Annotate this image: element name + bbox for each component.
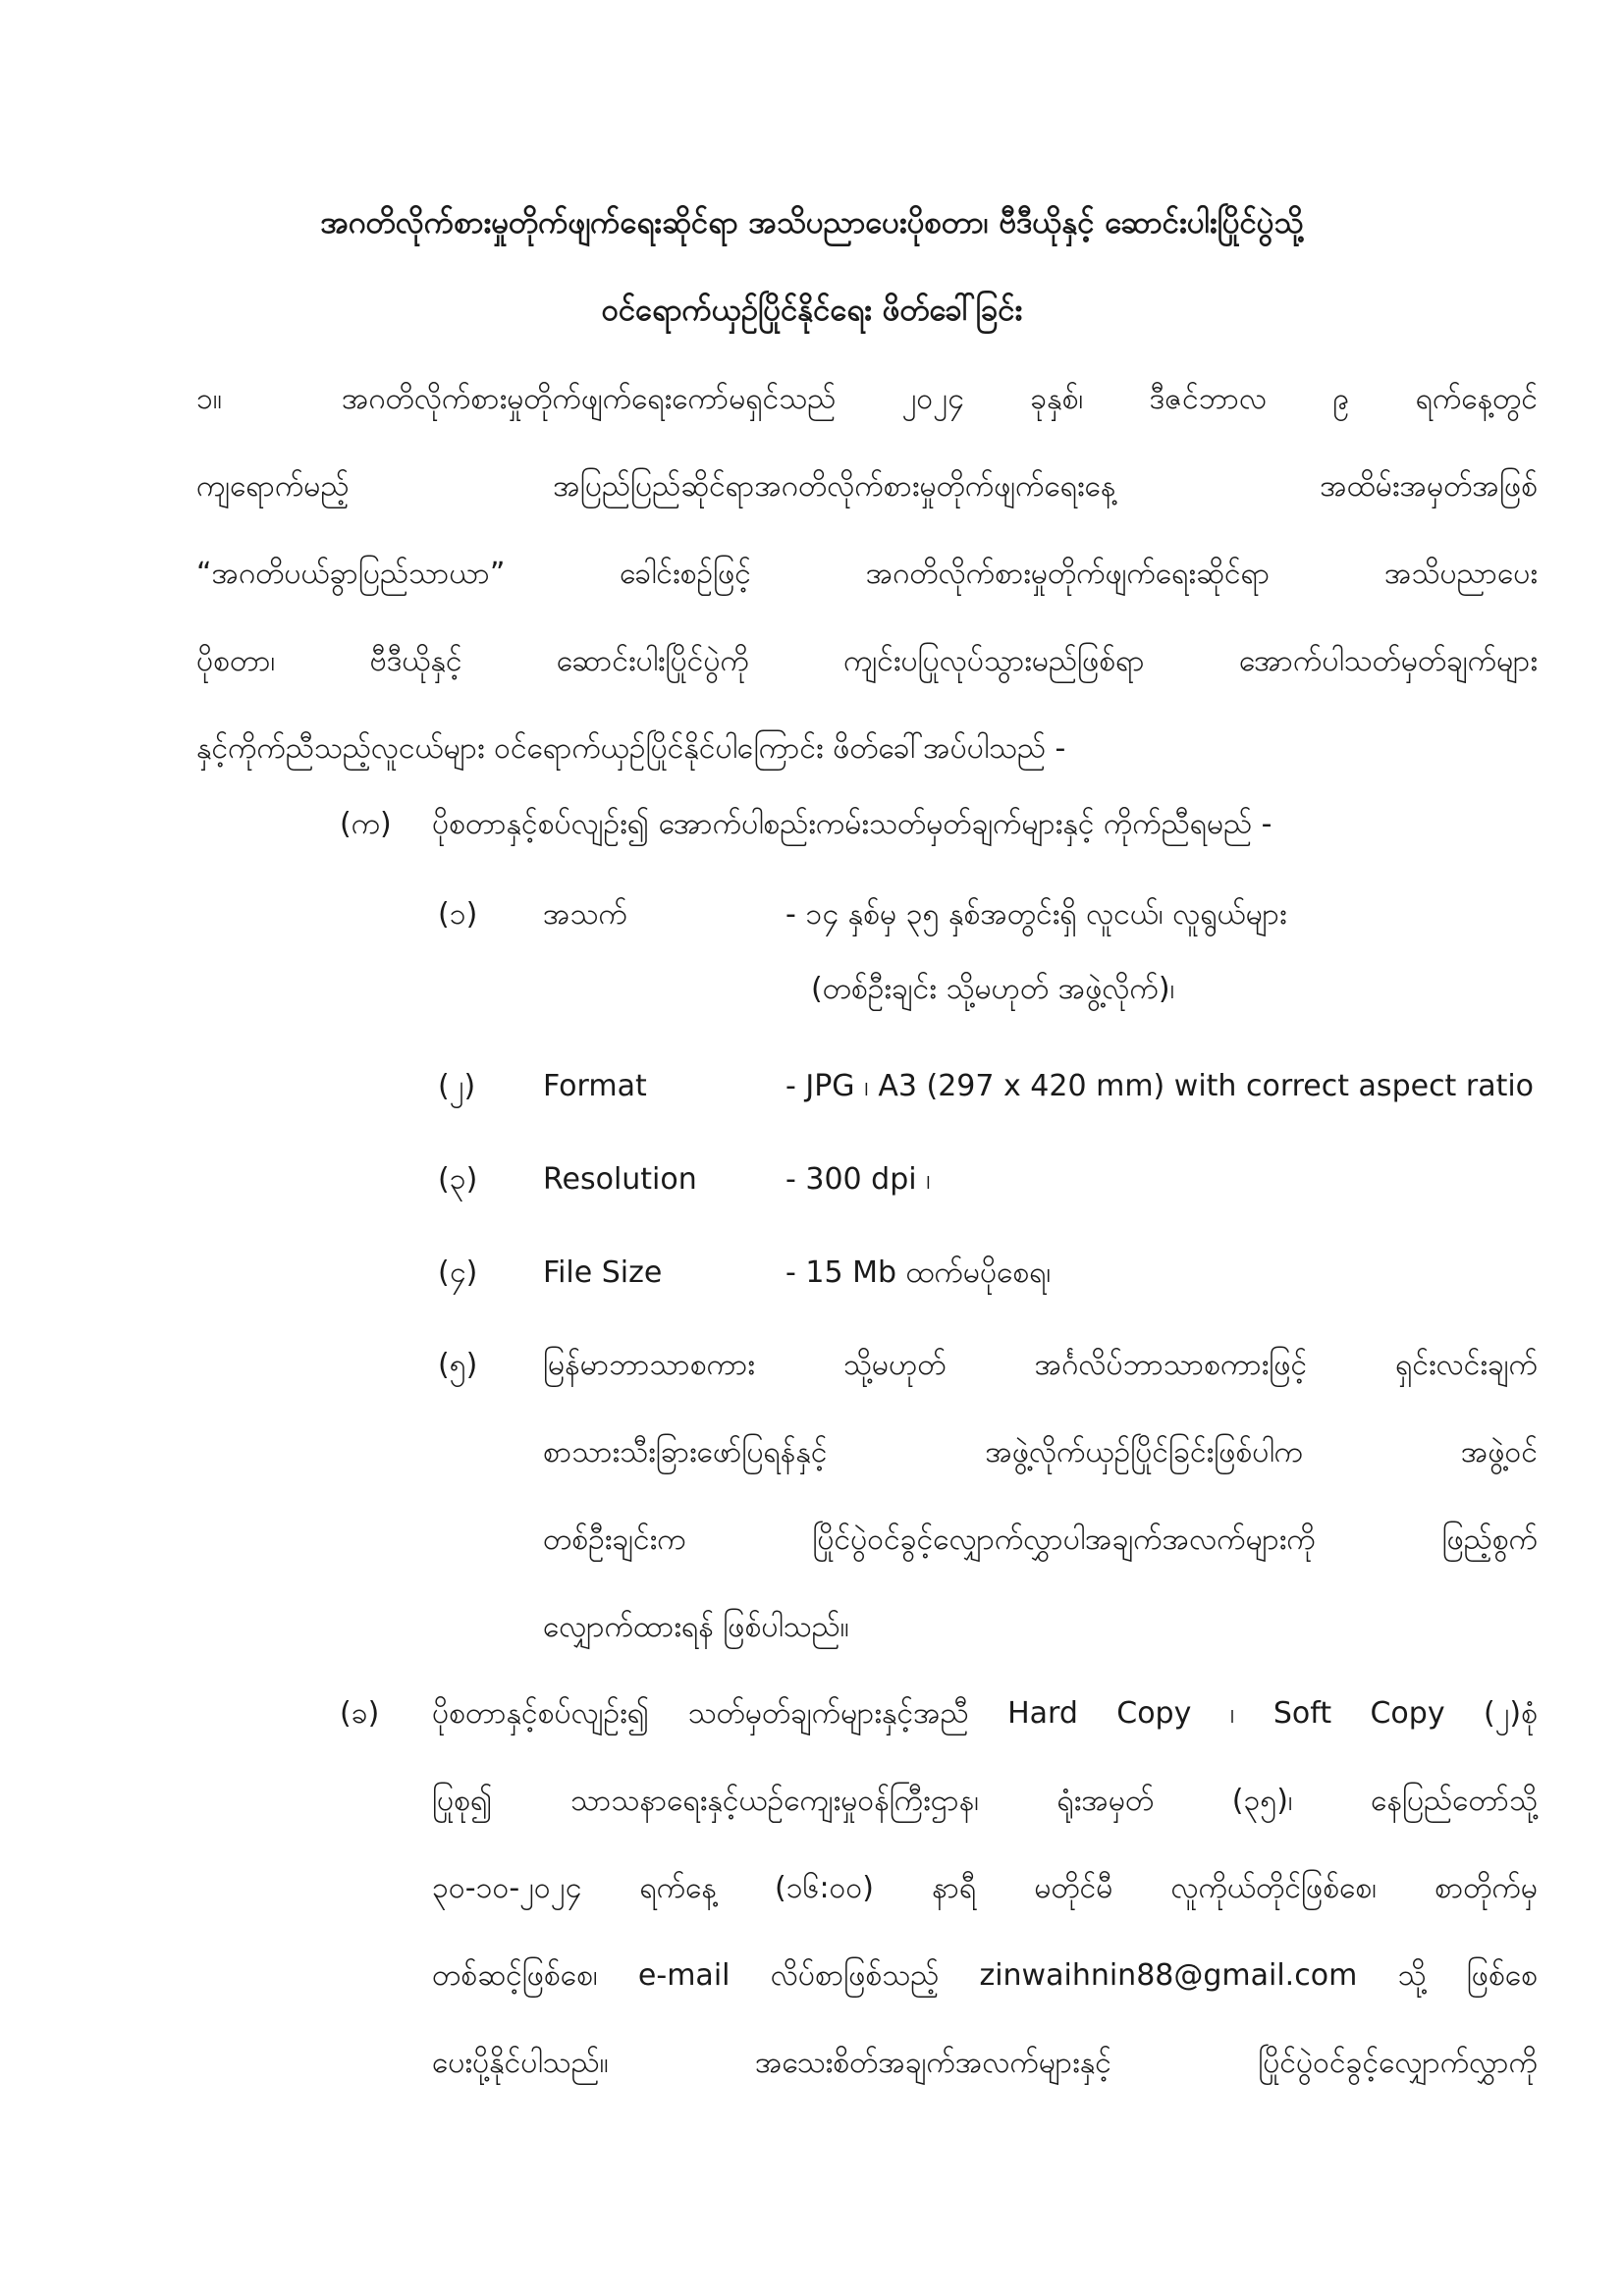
intro-line-4: ပိုစတာ၊ ဗီဒီယိုနှင့် ဆောင်းပါးပြိုင်ပွဲကို ကျင်းပပြုလုပ်သွားမည်ဖြစ်ရာ အောက်ပါသတ်မှတ်ချက်များ: [196, 644, 1538, 678]
intro-line-3: “အဂတိပယ်ခွာပြည်သာယာ” ခေါင်းစဉ်ဖြင့် အဂတိလိုက်စားမှုတိုက်ဖျက်ရေးဆိုင်ရာ အသိပညာပေး: [196, 557, 1538, 591]
document-title-line-1: အဂတိလိုက်စားမှုတိုက်ဖျက်ရေးဆိုင်ရာ အသိပညာပေးပိုစတာ၊ ဗီဒီယိုနှင့် ဆောင်းပါးပြိုင်ပွဲသို့: [320, 205, 1304, 240]
item-3-label: Resolution: [543, 1162, 697, 1197]
section-kha-line-5: ပေးပို့နိုင်ပါသည်။ အသေးစိတ်အချက်အလက်များနှင့် ပြိုင်ပွဲဝင်ခွင့်လျှောက်လွှာကို: [432, 2046, 1538, 2080]
item-1-number: (၁): [438, 897, 478, 932]
item-5-line-3: တစ်ဦးချင်းက ပြိုင်ပွဲဝင်ခွင့်လျှောက်လွှာပါအချက်အလက်များကို ဖြည့်စွက်: [543, 1522, 1538, 1557]
item-3-value: - 300 dpi ၊: [785, 1162, 931, 1197]
item-1-value-line-2: (တစ်ဦးချင်း သို့မဟုတ် အဖွဲ့လိုက်)၊: [811, 972, 1175, 1006]
intro-line-2: ကျရောက်မည့် အပြည်ပြည်ဆိုင်ရာအဂတိလိုက်စားမှုတိုက်ဖျက်ရေးနေ့ အထိမ်းအမှတ်အဖြစ်: [196, 469, 1538, 504]
item-3-number: (၃): [438, 1162, 478, 1197]
item-5-line-2: စာသားသီးခြားဖော်ပြရန်နှင့် အဖွဲ့လိုက်ယှဉ်ပြိုင်ခြင်းဖြစ်ပါက အဖွဲ့ဝင်: [543, 1435, 1538, 1469]
item-4-label: File Size: [543, 1255, 663, 1290]
item-5-number: (၅): [438, 1348, 478, 1382]
item-2-value: - JPG ၊ A3 (297 x 420 mm) with correct aspect ratio: [785, 1069, 1535, 1103]
item-4-number: (၄): [438, 1255, 478, 1290]
item-1-value-line-1: - ၁၄ နှစ်မှ ၃၅ နှစ်အတွင်းရှိ လူငယ်၊ လူရွယ်များ: [785, 897, 1287, 932]
section-ka-number: (က): [340, 807, 392, 841]
intro-line-5: နှင့်ကိုက်ညီသည့်လူငယ်များ ဝင်ရောက်ယှဉ်ပြိုင်နိုင်ပါကြောင်း ဖိတ်ခေါ်အပ်ပါသည် -: [196, 731, 1066, 766]
item-2-number: (၂): [438, 1069, 476, 1103]
paragraph-1-number: ၁။: [196, 382, 222, 416]
section-ka-text: ပိုစတာနှင့်စပ်လျဉ်း၍ အောက်ပါစည်းကမ်းသတ်မှတ်ချက်များနှင့် ကိုက်ညီရမည် -: [432, 807, 1272, 841]
item-2-label: Format: [543, 1069, 647, 1103]
section-kha-line-1: ပိုစတာနှင့်စပ်လျဉ်း၍ သတ်မှတ်ချက်များနှင့်အညီ Hard Copy ၊ Soft Copy (၂)စုံ: [432, 1696, 1538, 1731]
section-kha-line-4: တစ်ဆင့်ဖြစ်စေ၊ e-mail လိပ်စာဖြစ်သည့် zinwaihnin88@gmail.com သို့ ဖြစ်စေ: [432, 1958, 1538, 1993]
item-4-value: - 15 Mb ထက်မပိုစေရ၊: [785, 1255, 1052, 1290]
section-kha-line-2: ပြုစု၍ သာသနာရေးနှင့်ယဉ်ကျေးမှုဝန်ကြီးဌာန၊ ရုံးအမှတ် (၃၅)၊ နေပြည်တော်သို့: [432, 1784, 1538, 1818]
item-5-line-1: မြန်မာဘာသာစကား သို့မဟုတ် အင်္ဂလိပ်ဘာသာစကားဖြင့် ရှင်းလင်းချက်: [543, 1348, 1538, 1382]
section-kha-line-3: ၃၀-၁၀-၂၀၂၄ ရက်နေ့ (၁၆:၀၀) နာရီ မတိုင်မီ လူကိုယ်တိုင်ဖြစ်စေ၊ စာတိုက်မှ: [432, 1871, 1538, 1905]
intro-line-1: အဂတိလိုက်စားမှုတိုက်ဖျက်ရေးကော်မရှင်သည် ၂၀၂၄ ခုနှစ်၊ ဒီဇင်ဘာလ ၉ ရက်နေ့တွင်: [342, 382, 1538, 416]
section-kha-number: (ခ): [340, 1696, 380, 1731]
item-1-label: အသက်: [543, 897, 627, 932]
item-5-line-4: လျှောက်ထားရန် ဖြစ်ပါသည်။: [543, 1610, 849, 1644]
document-title-line-2: ဝင်ရောက်ယှဉ်ပြိုင်နိုင်ရေး ဖိတ်ခေါ်ခြင်း: [601, 293, 1023, 328]
